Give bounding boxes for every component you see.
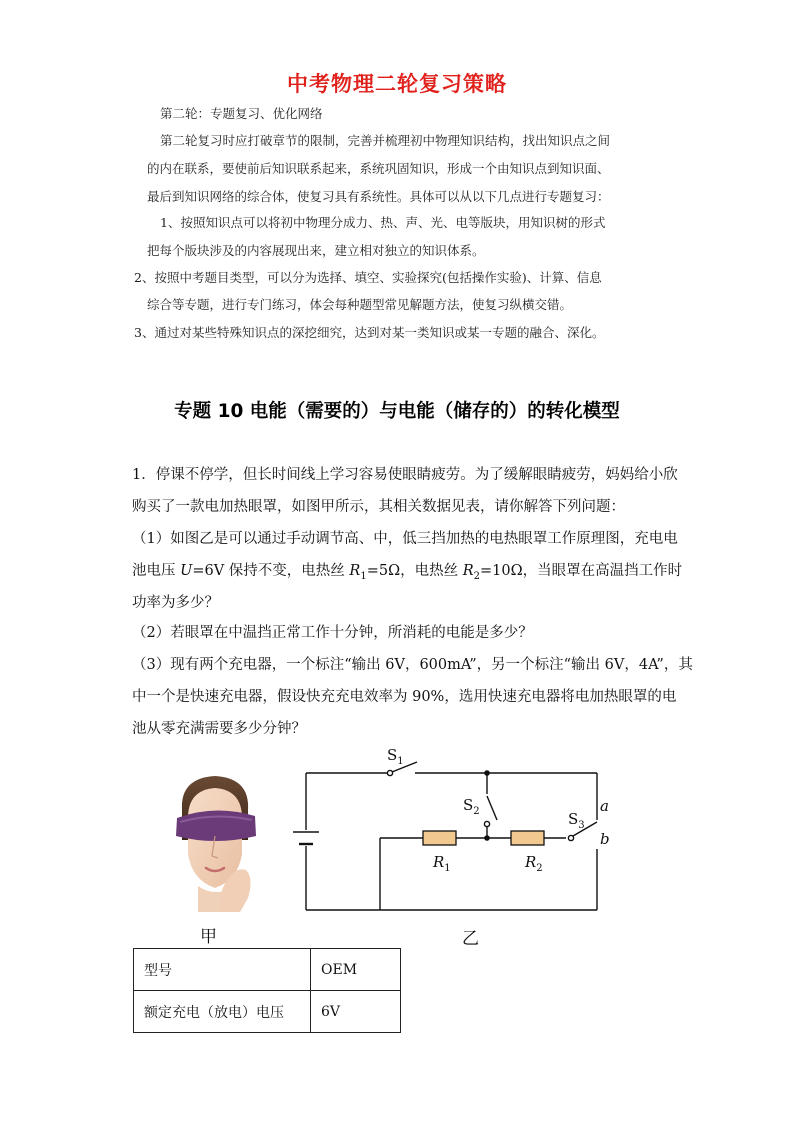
- svg-text:b: b: [600, 830, 610, 848]
- figure-label-yi: 乙: [462, 929, 479, 949]
- intro-paragraph-line: 最后到知识网络的综合体，使复习具有系统性。具体可以从以下几点进行专题复习：: [147, 189, 610, 204]
- svg-text:S1: $S_1$: [387, 748, 404, 767]
- battery-symbol: [293, 832, 319, 844]
- resistor-r1: [423, 831, 456, 845]
- circuit-diagram: [285, 748, 625, 918]
- svg-text:S3: $S_3$: [568, 810, 585, 831]
- question-part-1: （1）如图乙是可以通过手动调节高、中，低三挡加热的电热眼罩工作原理图，充电电: [132, 531, 678, 547]
- intro-paragraph-line: 第二轮复习时应打破章节的限制，完善并梳理初中物理知识结构，找出知识点之间: [160, 133, 611, 148]
- intro-item-2-cont: 综合等专题，进行专门练习，体会每种题型常见解题方法，使复习纵横交错。: [147, 297, 573, 312]
- question-part-3: （3）现有两个充电器，一个标注“输出 6V，600mA”，另一个标注“输出 6V，4A”，其: [132, 657, 693, 673]
- intro-item-1-cont: 把每个版块涉及的内容展现出来，建立相对独立的知识体系。: [147, 243, 485, 258]
- svg-text:a: a: [600, 797, 609, 815]
- question-part-2: （2）若眼罩在中温挡正常工作十分钟，所消耗的电能是多少？: [132, 625, 533, 641]
- intro-subheading: 第二轮：专题复习、优化网络: [160, 106, 323, 121]
- question-stem-cont: 购买了一款电加热眼罩，如图甲所示，其相关数据见表，请你解答下列问题：: [132, 499, 625, 515]
- resistor-r2: [511, 831, 544, 845]
- switch-s2: [484, 796, 497, 827]
- table-cell-label: 额定充电（放电）电压: [134, 991, 311, 1033]
- intro-item-2: 2、按照中考题目类型，可以分为选择、填空、实验探究(包括操作实验)、计算、信息: [134, 270, 602, 285]
- spec-table: [133, 948, 401, 1033]
- page-title: 中考物理二轮复习策略: [287, 71, 507, 96]
- table-row: [134, 991, 401, 1033]
- table-cell-value: 6V: [311, 991, 401, 1033]
- intro-paragraph-line: 的内在联系，要使前后知识联系起来，系统巩固知识，形成一个由知识点到知识面、: [147, 161, 610, 176]
- intro-item-1: 1、按照知识点可以将初中物理分成力、热、声、光、电等版块，用知识树的形式: [160, 215, 606, 230]
- question-stem: 1．停课不停学，但长时间线上学习容易使眼睛疲劳。为了缓解眼睛疲劳，妈妈给小欣: [132, 467, 678, 483]
- svg-text:R1: $R_1$: [433, 853, 451, 874]
- eye-mask-photo: [160, 770, 270, 912]
- question-part-3-cont: 池从零充满需要多少分钟？: [132, 721, 306, 737]
- intro-item-3: 3、通过对某些特殊知识点的深挖细究，达到对某一类知识或某一专题的融合、深化。: [134, 325, 605, 340]
- question-part-3-cont: 中一个是快速充电器，假设快充充电效率为 90%，选用快速充电器将电加热眼罩的电: [132, 689, 677, 705]
- question-part-1-values: 池电压 U=6V 保持不变，电热丝 $R_1=5\Omega$，电热丝 $R_2=10\Omega$，当眼罩在高温挡工作时: [132, 563, 683, 582]
- topic-heading: 专题 10 电能（需要的）与电能（储存的）的转化模型: [174, 401, 620, 422]
- table-row: [134, 949, 401, 991]
- figure-label-jia: 甲: [200, 927, 217, 947]
- question-part-1-ask: 功率为多少？: [132, 595, 219, 611]
- svg-text:S2: $S_2$: [463, 796, 480, 817]
- table-cell-value: OEM: [311, 949, 401, 991]
- svg-text:R2: $R_2$: [525, 853, 543, 874]
- table-cell-label: 型号: [134, 949, 311, 991]
